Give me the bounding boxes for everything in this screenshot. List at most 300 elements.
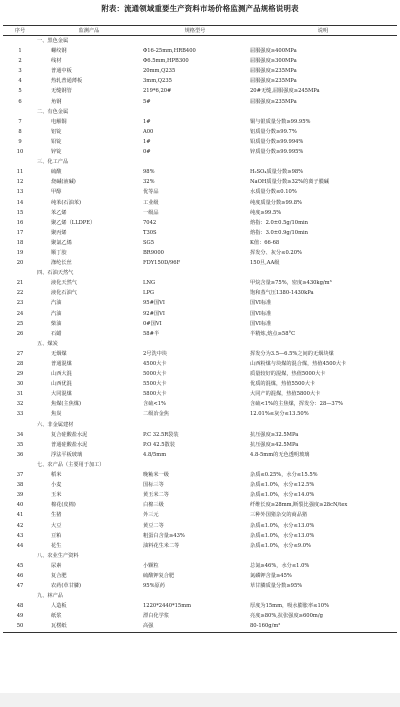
spec-model: 0# <box>143 149 151 156</box>
description: 优质的混煤，热值5500大卡 <box>250 381 316 388</box>
spec-model: LNG <box>143 280 156 287</box>
row-number: 33 <box>16 411 24 418</box>
description: 杂质≤1.0%，水分≤13.0% <box>250 532 315 539</box>
spec-model: 1# <box>143 118 151 125</box>
row-number: 37 <box>16 472 24 479</box>
row-number: 15 <box>16 209 24 216</box>
spec-model: 粗蛋白含量≥43% <box>143 532 185 539</box>
row-number: 42 <box>16 522 24 529</box>
row-number: 19 <box>16 249 24 256</box>
row-number: 16 <box>16 219 24 226</box>
table-body <box>3 36 397 633</box>
table-row <box>3 258 397 268</box>
header-no: 序号 <box>3 26 37 36</box>
description: 国VI标准 <box>250 310 272 317</box>
product-name: 硫酸 <box>51 169 62 176</box>
product-name: 尿素 <box>51 562 62 569</box>
spec-model: 20mm,Q235 <box>143 68 176 75</box>
table-row <box>3 127 397 137</box>
table-row <box>3 601 397 611</box>
row-number: 32 <box>16 401 24 408</box>
product-name: 普通混煤 <box>51 361 72 367</box>
product-name: 涤纶长丝 <box>51 260 72 267</box>
product-name: 普通硅酸盐水泥 <box>51 441 88 448</box>
description <box>249 36 397 47</box>
spec-model <box>141 460 249 470</box>
spec-model <box>141 268 249 278</box>
description: 杂质≤1.0%，水分≤12.5% <box>250 482 315 489</box>
spec-model: 3mm,Q235 <box>143 78 172 85</box>
table-row <box>3 329 397 339</box>
description: 抗压强度≥32.5MPa <box>250 431 299 438</box>
description: K值：66-68 <box>250 239 280 246</box>
description: 质量较好的混煤，热值5000大卡 <box>250 371 326 378</box>
row-number: 2 <box>18 58 22 65</box>
product-name: 豆粕 <box>51 532 62 539</box>
spec-model: 7042 <box>143 219 157 226</box>
row-number <box>3 107 37 117</box>
description: 4.8-5mm的无色透明玻璃 <box>250 451 310 458</box>
table-row <box>3 379 397 389</box>
spec-model <box>141 591 249 601</box>
product-name: 石蜡 <box>51 330 62 337</box>
header-desc: 说明 <box>249 26 397 36</box>
description: 铜与银质量分数≥99.95% <box>250 118 311 125</box>
product-name: 汽油 <box>51 310 62 317</box>
row-number: 35 <box>16 441 24 448</box>
table-row <box>3 248 397 258</box>
product-name: 棉花(皮棉) <box>51 502 76 509</box>
product-name: 山西优混 <box>51 381 72 388</box>
table-row <box>3 409 397 419</box>
spec-model: 黄玉米二等 <box>143 492 169 499</box>
product-name: 四、石油天然气 <box>37 270 74 277</box>
row-number: 43 <box>16 532 24 539</box>
product-name: 汽油 <box>51 300 62 307</box>
product-name: 聚丙烯 <box>51 229 67 236</box>
table-row <box>3 611 397 621</box>
product-name: 锌锭 <box>51 149 62 156</box>
row-number: 7 <box>18 118 22 125</box>
product-name: 一、黑色金属 <box>37 38 69 44</box>
spec-model <box>141 420 249 430</box>
row-number: 22 <box>16 290 24 297</box>
spec-model: 工业级 <box>143 199 159 206</box>
spec-model: LPG <box>143 290 155 297</box>
table-row <box>3 167 397 177</box>
spec-model: 95#国VI <box>143 300 165 307</box>
description: 150旦,AA级 <box>250 260 280 267</box>
description: 屈服强度≥235MPa <box>250 68 297 75</box>
product-name: 花生 <box>51 542 62 549</box>
spec-model: 漂白化学浆 <box>143 613 169 620</box>
description: 抗压强度≥42.5MPa <box>250 441 299 448</box>
description: 甲烷含量≥75%，密度≥430kg/m³ <box>250 280 332 287</box>
row-number: 4 <box>18 78 22 85</box>
product-name: 焦炭 <box>51 411 62 418</box>
category-row <box>3 551 397 561</box>
description: 熔指：2.0±0.5g/10min <box>250 219 308 226</box>
spec-model: BR9000 <box>143 249 164 256</box>
spec-model: 5000大卡 <box>143 371 167 378</box>
description: 水质量分数≤0.10% <box>250 189 297 196</box>
product-name: 纯苯(石油苯) <box>51 199 81 206</box>
table-row <box>3 621 397 632</box>
product-name: 八、农业生产资料 <box>37 552 79 559</box>
spec-model: 5# <box>143 98 151 105</box>
table-row <box>3 399 397 409</box>
product-name: 铅锭 <box>51 138 62 145</box>
spec-model: 外三元 <box>143 512 159 519</box>
table-row <box>3 531 397 541</box>
spec-model: 1# <box>143 138 151 145</box>
spec-model: 1220*2440*15mm <box>143 603 192 610</box>
table-row <box>3 218 397 228</box>
row-number: 10 <box>16 149 24 156</box>
table-row <box>3 450 397 460</box>
row-number: 1 <box>18 48 22 55</box>
table-header-row <box>3 26 397 36</box>
table-row <box>3 369 397 379</box>
spec-model: FDY150D/96F <box>143 260 181 267</box>
spec-model: 92#国VI <box>143 310 165 317</box>
spec-model: 一级品 <box>143 209 159 216</box>
table-row <box>3 309 397 319</box>
description: 12.01%≤灰分≤13.50% <box>250 411 309 418</box>
row-number <box>3 36 37 47</box>
product-name: 稻米 <box>51 472 62 479</box>
row-number: 39 <box>16 492 24 499</box>
row-number: 44 <box>16 542 24 549</box>
table-row <box>3 359 397 369</box>
spec-model: P.C 32.5R袋装 <box>143 431 179 438</box>
category-row <box>3 420 397 430</box>
row-number: 5 <box>18 88 22 95</box>
table-row <box>3 177 397 187</box>
row-number: 14 <box>16 199 24 206</box>
product-name: 液化石油气 <box>51 290 77 297</box>
row-number: 11 <box>16 169 24 176</box>
description <box>249 157 397 167</box>
product-name: 五、煤炭 <box>37 340 58 347</box>
product-name: 螺纹钢 <box>51 48 67 55</box>
product-name: 线材 <box>51 58 62 65</box>
row-number: 17 <box>16 229 24 236</box>
table-row <box>3 86 397 96</box>
product-name: 大豆 <box>51 522 62 529</box>
product-name: 三、化工产品 <box>37 159 69 166</box>
table-row <box>3 490 397 500</box>
table-row <box>3 571 397 581</box>
description: 草甘膦质量分数≥95% <box>250 583 303 590</box>
row-number: 38 <box>16 482 24 489</box>
table-row <box>3 561 397 571</box>
product-name: 无烟煤 <box>51 350 67 357</box>
description: 熔指：3.0±0.9g/10min <box>250 229 308 236</box>
table-row <box>3 208 397 218</box>
description: 大同产的混煤，热值5800大卡 <box>250 391 321 398</box>
table-row <box>3 46 397 56</box>
product-name: 铝锭 <box>51 128 62 135</box>
spec-model: 4.8/5mm <box>143 451 167 458</box>
spec-table <box>3 25 397 633</box>
row-number: 6 <box>18 98 22 105</box>
spec-model <box>141 551 249 561</box>
row-number: 40 <box>16 502 24 509</box>
description <box>249 268 397 278</box>
description: 饱和蒸气压1380-1430kPa <box>250 290 314 297</box>
spec-model: 晚籼米一级 <box>143 472 169 479</box>
table-row <box>3 97 397 107</box>
description: 铅质量分数≥99.994% <box>250 138 304 145</box>
row-number: 26 <box>16 330 24 337</box>
table-row <box>3 480 397 490</box>
row-number: 13 <box>16 189 24 196</box>
row-number: 8 <box>18 128 22 135</box>
table-row <box>3 541 397 551</box>
table-row <box>3 581 397 591</box>
header-product: 监测产品 <box>37 26 141 36</box>
footer-bar <box>0 693 400 707</box>
product-name: 二、有色金属 <box>37 108 69 115</box>
row-number: 25 <box>16 320 24 327</box>
row-number: 49 <box>16 613 24 620</box>
product-name: 瓦楞纸 <box>37 621 141 632</box>
spec-model: SG5 <box>143 239 154 246</box>
description: 20#无缝,屈服强度≥245MPa <box>250 88 320 95</box>
description <box>249 551 397 561</box>
product-name: 复合硅酸盐水泥 <box>51 431 88 438</box>
table-row <box>3 56 397 66</box>
description <box>249 460 397 470</box>
product-name: 六、非金属建材 <box>37 421 74 428</box>
description: 三种外国猪杂交的商品猪 <box>250 512 308 519</box>
description <box>249 420 397 430</box>
category-row <box>3 339 397 349</box>
row-number <box>3 339 37 349</box>
description: 杂质≤1.0%，水分≤9.0% <box>250 542 311 549</box>
category-row <box>3 591 397 601</box>
spec-model <box>141 157 249 167</box>
spec-model: 高强 <box>141 621 249 632</box>
product-name: 普通中板 <box>51 68 72 75</box>
product-name: 纸浆 <box>51 613 62 620</box>
description: 半精炼,熔点≥58°C <box>250 330 296 337</box>
table-row <box>3 238 397 248</box>
table-row <box>3 298 397 308</box>
row-number: 27 <box>16 350 24 357</box>
description: 杂质≤1.0%，水分≤13.0% <box>250 522 315 529</box>
product-name: 烧碱(液碱) <box>51 179 76 186</box>
table-row <box>3 66 397 76</box>
table-row <box>3 278 397 288</box>
description <box>249 591 397 601</box>
product-name: 无缝钢管 <box>51 88 72 95</box>
spec-model: Φ6.5mm,HPB300 <box>143 58 189 65</box>
description: NaOH质量分数≥32%的离子膜碱 <box>250 179 329 186</box>
spec-model: 白棉三级 <box>143 502 164 509</box>
row-number <box>3 591 37 601</box>
category-row <box>3 36 397 47</box>
spec-model <box>141 36 249 47</box>
table-row <box>3 319 397 329</box>
product-name: 热轧普通薄板 <box>51 78 83 85</box>
spec-model: 32% <box>143 179 155 186</box>
row-number: 24 <box>16 310 24 317</box>
description <box>249 339 397 349</box>
description: 纤维长度≥28mm,断裂比强度≥28cN/tex <box>250 502 348 509</box>
document-title: 附表：流通领域重要生产资料市场价格监测产品规格说明表 <box>101 4 299 13</box>
description: 铝质量分数≥99.7% <box>250 128 297 135</box>
row-number <box>3 551 37 561</box>
table-row <box>3 500 397 510</box>
table-row <box>3 147 397 157</box>
product-name: 小麦 <box>51 482 62 489</box>
product-name: 复合肥 <box>51 572 67 579</box>
spec-model: 219*6,20# <box>143 88 172 95</box>
description: 杂质≤0.25%，水分≤15.5% <box>250 472 318 479</box>
product-name: 苯乙烯 <box>51 209 67 216</box>
product-name: 电解铜 <box>51 118 67 125</box>
spec-model: 2号洗中块 <box>143 350 168 357</box>
spec-model: 0#国VI <box>143 320 162 327</box>
spec-model: P.O 42.5散装 <box>143 441 175 448</box>
description: 纯度质量分数≥99.8% <box>250 199 302 206</box>
description: 挥发分、灰分≤0.20% <box>250 249 302 256</box>
table-row <box>3 228 397 238</box>
spec-model: 4500大卡 <box>143 361 167 367</box>
description: 屈服强度≥400MPa <box>250 48 297 55</box>
row-number: 29 <box>16 371 24 378</box>
spec-model: Φ16-25mm,HRB400 <box>143 48 196 55</box>
row-number: 34 <box>16 431 24 438</box>
header-spec: 规格型号 <box>141 26 249 36</box>
description: 纯度≥99.5% <box>250 209 282 216</box>
category-row <box>3 460 397 470</box>
table-row <box>3 510 397 520</box>
table-row <box>3 389 397 399</box>
table-row <box>3 76 397 86</box>
row-number: 18 <box>16 239 24 246</box>
description: 挥发分为3.5—6.5%之间的无烟块煤 <box>250 350 334 357</box>
spec-model: 二级冶金焦 <box>143 411 169 418</box>
table-row <box>3 440 397 450</box>
category-row <box>3 157 397 167</box>
spec-model: 黄豆二等 <box>143 522 164 529</box>
row-number: 48 <box>16 603 24 610</box>
description: 国VI标准 <box>250 300 272 307</box>
product-name: 大同混煤 <box>51 391 72 398</box>
spec-model: 98% <box>143 169 155 176</box>
table-row <box>3 117 397 127</box>
product-name: 柴油 <box>51 320 62 327</box>
spec-model <box>141 107 249 117</box>
product-name: 玉米 <box>51 492 62 499</box>
description: 亮度≥80%,抗张强度≥600m/g <box>250 613 323 620</box>
row-number: 9 <box>18 138 22 145</box>
table-row <box>3 198 397 208</box>
description: 含硫<1%的主焦煤，挥发分：28—37% <box>250 401 343 408</box>
description: 屈服强度≥235MPa <box>250 98 297 105</box>
product-name: 浮法平板玻璃 <box>51 451 83 458</box>
row-number <box>3 268 37 278</box>
spec-model: A00 <box>143 128 154 135</box>
spec-model: 硫酸钾复合肥 <box>143 572 175 579</box>
product-name: 农药(草甘膦) <box>51 583 81 590</box>
table-row <box>3 288 397 298</box>
spec-model: 油料花生米二等 <box>143 542 180 549</box>
spec-model: 含硫<1% <box>143 401 166 408</box>
row-number: 30 <box>16 381 24 388</box>
product-name: 山西大混 <box>51 371 72 378</box>
category-row <box>3 107 397 117</box>
spec-model: 小颗粒 <box>143 562 159 569</box>
spec-model <box>141 339 249 349</box>
product-name: 甲醇 <box>51 189 62 196</box>
description: 国VI标准 <box>250 320 272 327</box>
table-row <box>3 430 397 440</box>
table-row <box>3 470 397 480</box>
row-number: 45 <box>16 562 24 569</box>
spec-model: 58#半 <box>143 330 160 337</box>
row-number <box>3 460 37 470</box>
product-name: 液化天然气 <box>51 280 77 287</box>
table-row <box>3 349 397 359</box>
row-number: 46 <box>16 572 24 579</box>
category-row <box>3 268 397 278</box>
row-number: 50 <box>3 621 37 632</box>
product-name: 九、林产品 <box>37 593 63 600</box>
row-number: 23 <box>16 300 24 307</box>
row-number: 41 <box>16 512 24 519</box>
product-name: 生猪 <box>51 512 62 519</box>
spec-model: 5500大卡 <box>143 381 167 388</box>
row-number: 20 <box>16 260 24 267</box>
row-number: 31 <box>16 391 24 398</box>
description: 屈服强度≥235MPa <box>250 78 297 85</box>
product-name: 人造板 <box>51 603 67 610</box>
row-number <box>3 420 37 430</box>
description: 80-160g/m² <box>249 621 397 632</box>
spec-model: T30S <box>143 229 157 236</box>
description: 厚度为15mm，吸水膨胀率≤10% <box>250 603 330 610</box>
description: 氮磷钾含量≥45% <box>250 572 292 579</box>
product-name: 顺丁胶 <box>51 249 67 256</box>
product-name: 焦煤(主焦煤) <box>51 401 81 408</box>
table-row <box>3 521 397 531</box>
description: 锌质量分数≥99.995% <box>250 149 304 156</box>
row-number: 12 <box>16 179 24 186</box>
row-number: 47 <box>16 583 24 590</box>
description: H₂SO₄质量分数≥98% <box>250 169 304 176</box>
product-name: 角钢 <box>51 98 62 105</box>
description <box>249 107 397 117</box>
product-name: 七、农产品（主要用于加工） <box>37 461 105 468</box>
description: 杂质≤1.0%，水分≤14.0% <box>250 492 315 499</box>
table-row <box>3 137 397 147</box>
row-number <box>3 157 37 167</box>
product-name: 聚乙烯（LLDPE） <box>51 219 96 226</box>
spec-model: 95%原药 <box>143 583 165 590</box>
description: 屈服强度≥300MPa <box>250 58 297 65</box>
spec-model: 国标三等 <box>143 482 164 489</box>
row-number: 21 <box>16 280 24 287</box>
spec-model: 优等品 <box>143 189 159 196</box>
description: 总氮≥46%，水分≤1.0% <box>250 562 310 569</box>
row-number: 36 <box>16 451 24 458</box>
row-number: 3 <box>18 68 22 75</box>
row-number: 28 <box>16 361 24 367</box>
